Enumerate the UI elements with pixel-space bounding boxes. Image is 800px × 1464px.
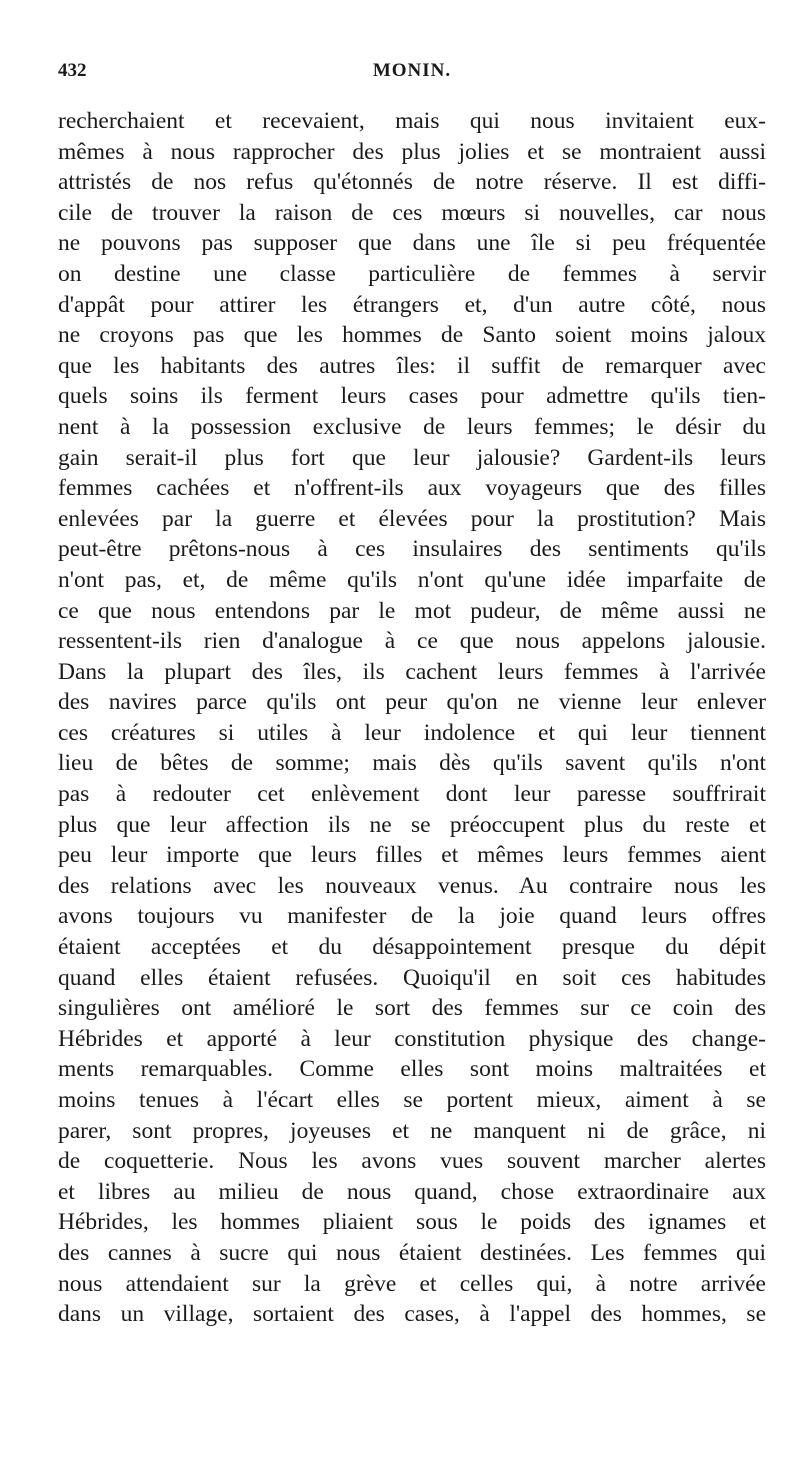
text-line: n'ont pas, et, de même qu'ils n'ont qu'une idée imparfaite de xyxy=(58,566,766,593)
text-line: ressentent-ils rien d'analogue à ce que nous appelons jalousie. xyxy=(58,628,766,655)
text-line: quand elles étaient refusées. Quoiqu'il en soit ces habitudes xyxy=(58,964,766,991)
text-line: ments remarquables. Comme elles sont moins maltraitées et xyxy=(58,1056,766,1083)
text-line: Dans la plupart des îles, ils cachent leurs femmes à l'arrivée xyxy=(58,658,766,685)
text-line: ne croyons pas que les hommes de Santo soient moins jaloux xyxy=(58,322,766,349)
running-head xyxy=(58,60,766,88)
text-line: étaient acceptées et du désappointement presque du dépit xyxy=(58,934,766,961)
text-line: des relations avec les nouveaux venus. Au contraire nous les xyxy=(58,872,766,899)
text-line: avons toujours vu manifester de la joie quand leurs offres xyxy=(58,903,766,930)
text-line: singulières ont amélioré le sort des femmes sur ce coin des xyxy=(58,995,766,1022)
text-line: ne pouvons pas supposer que dans une île si peu fréquentée xyxy=(58,230,766,257)
text-line: de coquetterie. Nous les avons vues souvent marcher alertes xyxy=(58,1148,766,1175)
text-line: cile de trouver la raison de ces mœurs si nouvelles, car nous xyxy=(58,199,766,226)
text-line: nous attendaient sur la grève et celles qui, à notre arrivée xyxy=(58,1270,766,1297)
text-line: pas à redouter cet enlèvement dont leur paresse souffrirait xyxy=(58,781,766,808)
text-line: des cannes à sucre qui nous étaient destinées. Les femmes qui xyxy=(58,1239,766,1266)
text-line: mêmes à nous rapprocher des plus jolies et se montraient aussi xyxy=(58,138,766,165)
text-line: Hébrides et apporté à leur constitution physique des change- xyxy=(58,1025,766,1052)
text-line: lieu de bêtes de somme; mais dès qu'ils savent qu'ils n'ont xyxy=(58,750,766,777)
text-line: Hébrides, les hommes pliaient sous le poids des ignames et xyxy=(58,1209,766,1236)
running-title: MONIN. xyxy=(372,60,452,81)
text-line: des navires parce qu'ils ont peur qu'on ne vienne leur enlever xyxy=(58,689,766,716)
text-line: ces créatures si utiles à leur indolence et qui leur tiennent xyxy=(58,719,766,746)
text-line: plus que leur affection ils ne se préoccupent plus du reste et xyxy=(58,811,766,838)
text-line: moins tenues à l'écart elles se portent mieux, aiment à se xyxy=(58,1087,766,1113)
text-line: dans un village, sortaient des cases, à l'appel des hommes, se xyxy=(58,1301,766,1328)
text-line: d'appât pour attirer les étrangers et, d'un autre côté, nous xyxy=(58,291,766,318)
text-line: recherchaient et recevaient, mais qui nous invitaient eux- xyxy=(58,108,766,134)
text-line: et libres au milieu de nous quand, chose extraordinaire aux xyxy=(58,1178,766,1205)
page-number: 432 xyxy=(58,60,87,81)
text-line: que les habitants des autres îles: il suffit de remarquer avec xyxy=(58,352,766,379)
text-line: attristés de nos refus qu'étonnés de notre réserve. Il est diffi- xyxy=(58,169,766,196)
text-line: enlevées par la guerre et élevées pour la prostitution? Mais xyxy=(58,505,766,532)
text-line: peut-être prêtons-nous à ces insulaires des sentiments qu'ils xyxy=(58,536,766,563)
text-line: on destine une classe particulière de femmes à servir xyxy=(58,260,766,287)
text-line: femmes cachées et n'offrent-ils aux voyageurs que des filles xyxy=(58,475,766,502)
text-line: peu leur importe que leurs filles et mêmes leurs femmes aient xyxy=(58,842,766,869)
text-line: ce que nous entendons par le mot pudeur, de même aussi ne xyxy=(58,597,766,624)
text-line: quels soins ils ferment leurs cases pour admettre qu'ils tien- xyxy=(58,383,766,410)
text-line: parer, sont propres, joyeuses et ne manquent ni de grâce, ni xyxy=(58,1117,766,1144)
text-line: nent à la possession exclusive de leurs femmes; le désir du xyxy=(58,413,766,440)
text-line: gain serait-il plus fort que leur jalousie? Gardent-ils leurs xyxy=(58,444,766,471)
body-text xyxy=(58,106,766,1330)
